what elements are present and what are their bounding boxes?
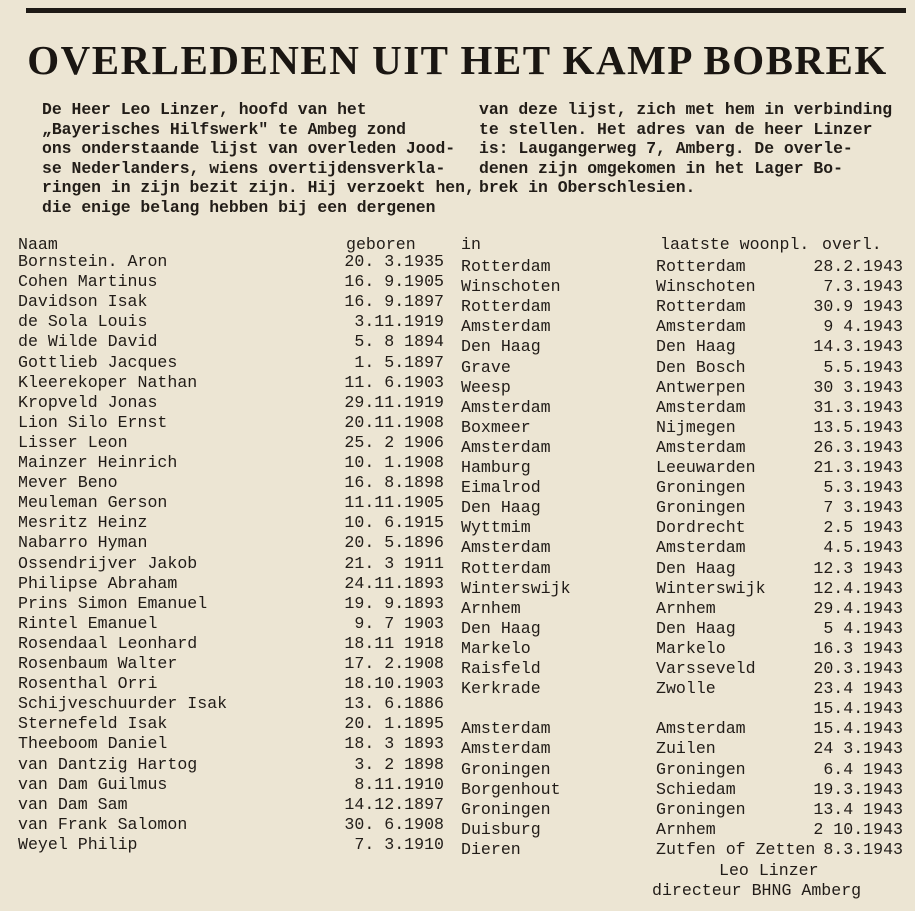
cell-naam: Philipse Abraham — [18, 573, 178, 593]
cell-geboren: 18. 3 1893 — [344, 734, 444, 754]
cell-laatste-woonplaats: Groningen — [656, 478, 746, 498]
cell-geboren: 5. 8 1894 — [354, 332, 444, 352]
cell-geboren: 11.11.1905 — [344, 493, 444, 513]
cell-overleden: 26.3.1943 — [813, 437, 903, 457]
cell-overleden: 7 3.1943 — [823, 498, 903, 518]
cell-naam: Rosenthal Orri — [18, 674, 158, 694]
cell-overleden: 6.4 1943 — [823, 759, 903, 779]
cell-naam: Ossendrijver Jakob — [18, 553, 198, 573]
cell-geboorteplaats: Amsterdam — [461, 317, 551, 337]
cell-geboren: 24.11.1893 — [344, 573, 444, 593]
cell-overleden: 28.2.1943 — [813, 257, 903, 276]
intro-line: De Heer Leo Linzer, hoofd van het — [42, 100, 367, 119]
cell-geboorteplaats: Arnhem — [461, 598, 521, 618]
cell-geboorteplaats: Amsterdam — [461, 538, 551, 558]
cell-geboorteplaats: Rotterdam — [461, 257, 551, 276]
cell-overleden: 20.3.1943 — [813, 659, 903, 678]
cell-geboorteplaats: Amsterdam — [461, 719, 551, 739]
signature-title: directeur BHNG Amberg — [652, 881, 862, 900]
cell-naam: van Frank Salomon — [18, 814, 188, 834]
cell-overleden: 5 4.1943 — [823, 618, 903, 638]
cell-geboorteplaats: Markelo — [461, 638, 531, 658]
cell-overleden: 12.4.1943 — [813, 578, 903, 598]
column-header-in: in — [461, 235, 481, 254]
cell-laatste-woonplaats: Rotterdam — [656, 257, 746, 276]
cell-naam: Mever Beno — [18, 473, 118, 493]
cell-geboorteplaats: Weesp — [461, 377, 511, 397]
cell-geboren: 7. 3.1910 — [354, 834, 444, 854]
intro-line: van deze lijst, zich met hem in verbinding — [479, 100, 893, 119]
cell-geboorteplaats: Rotterdam — [461, 297, 551, 317]
cell-naam: Schijveschuurder Isak — [18, 694, 228, 714]
cell-naam: Prins Simon Emanuel — [18, 593, 208, 613]
intro-line: brek in Oberschlesien. — [479, 178, 696, 198]
cell-naam: Mesritz Heinz — [18, 513, 148, 533]
cell-laatste-woonplaats: Schiedam — [656, 779, 736, 799]
cell-naam: Rosenbaum Walter — [18, 654, 178, 673]
cell-naam: van Dam Sam — [18, 794, 128, 814]
cell-geboren: 9. 7 1903 — [354, 613, 444, 633]
cell-geboorteplaats: Amsterdam — [461, 437, 551, 457]
cell-laatste-woonplaats: Winterswijk — [656, 578, 766, 598]
intro-line: die enige belang hebben bij een dergenen — [42, 197, 436, 217]
cell-geboren: 20.11.1908 — [344, 412, 444, 432]
cell-naam: van Dam Guilmus — [18, 774, 168, 794]
cell-geboren: 18.10.1903 — [344, 674, 444, 694]
cell-geboren: 10. 1.1908 — [344, 453, 444, 472]
cell-laatste-woonplaats: Arnhem — [656, 819, 716, 839]
cell-geboorteplaats: Den Haag — [461, 337, 541, 357]
cell-naam: Lion Silo Ernst — [18, 412, 168, 432]
cell-naam: Theeboom Daniel — [18, 734, 168, 754]
cell-naam: Rosendaal Leonhard — [18, 633, 198, 653]
cell-overleden: 19.3.1943 — [813, 779, 903, 799]
cell-overleden: 21.3.1943 — [813, 458, 903, 477]
cell-laatste-woonplaats: Amsterdam — [656, 538, 746, 558]
cell-overleden: 31.3.1943 — [813, 397, 903, 417]
cell-laatste-woonplaats: Den Haag — [656, 337, 736, 357]
intro-line: ringen in zijn bezit zijn. Hij verzoekt hen, — [42, 178, 475, 198]
cell-geboren: 21. 3 1911 — [344, 553, 444, 573]
cell-geboorteplaats: Borgenhout — [461, 779, 561, 799]
cell-geboren: 20. 5.1896 — [344, 533, 444, 553]
cell-geboren: 20. 1.1895 — [344, 714, 444, 734]
cell-geboorteplaats: Den Haag — [461, 498, 541, 518]
cell-naam: Weyel Philip — [18, 834, 138, 854]
column-header-overleden: overl. — [822, 235, 882, 254]
cell-laatste-woonplaats: Zuilen — [656, 739, 716, 759]
intro-line: ons onderstaande lijst van overleden Jood- — [42, 139, 456, 159]
intro-line: se Nederlanders, wiens overtijdensverkla- — [42, 158, 446, 178]
cell-laatste-woonplaats: Amsterdam — [656, 719, 746, 739]
cell-overleden: 4.5.1943 — [823, 538, 903, 558]
cell-naam: Kleerekoper Nathan — [18, 372, 198, 392]
cell-naam: Bornstein. Aron — [18, 252, 168, 271]
cell-geboorteplaats: Groningen — [461, 799, 551, 819]
column-header-naam: Naam — [18, 235, 58, 254]
intro-line: is: Laugangerweg 7, Amberg. De overle- — [479, 139, 853, 159]
cell-laatste-woonplaats: Winschoten — [656, 277, 756, 297]
cell-naam: de Sola Louis — [18, 312, 148, 332]
cell-geboren: 11. 6.1903 — [344, 372, 444, 392]
cell-overleden: 9 4.1943 — [823, 317, 903, 337]
intro-right-column — [479, 100, 909, 198]
cell-overleden: 30.9 1943 — [813, 297, 903, 317]
cell-laatste-woonplaats: Zwolle — [656, 679, 716, 699]
cell-laatste-woonplaats: Amsterdam — [656, 317, 746, 337]
cell-overleden: 15.4.1943 — [813, 719, 903, 739]
cell-geboorteplaats: Groningen — [461, 759, 551, 779]
cell-overleden: 29.4.1943 — [813, 598, 903, 618]
cell-naam: Nabarro Hyman — [18, 533, 148, 553]
cell-geboorteplaats: Dieren — [461, 839, 521, 859]
cell-geboorteplaats: Amsterdam — [461, 739, 551, 759]
cell-geboren: 17. 2.1908 — [344, 654, 444, 673]
cell-geboren: 16. 9.1905 — [344, 272, 444, 292]
cell-geboorteplaats: Boxmeer — [461, 417, 531, 437]
cell-geboren: 18.11 1918 — [344, 633, 444, 653]
cell-geboren: 13. 6.1886 — [344, 694, 444, 714]
cell-laatste-woonplaats: Dordrecht — [656, 518, 746, 538]
cell-naam: Lisser Leon — [18, 432, 128, 452]
cell-laatste-woonplaats: Groningen — [656, 759, 746, 779]
cell-laatste-woonplaats: Nijmegen — [656, 417, 736, 437]
cell-geboren: 29.11.1919 — [344, 392, 444, 412]
headline: OVERLEDENEN UIT HET KAMP BOBREK — [27, 37, 888, 83]
intro-line: „Bayerisches Hilfswerk" te Ambeg zond — [42, 119, 406, 139]
cell-overleden: 12.3 1943 — [813, 558, 903, 578]
cell-geboren: 1. 5.1897 — [354, 352, 444, 372]
column-header-laatste-woonplaats: laatste woonpl. — [660, 235, 810, 254]
cell-overleden: 16.3 1943 — [813, 638, 903, 658]
cell-geboorteplaats: Hamburg — [461, 458, 531, 477]
cell-geboorteplaats: Raisfeld — [461, 659, 541, 678]
cell-naam: Mainzer Heinrich — [18, 453, 178, 472]
cell-naam: Sternefeld Isak — [18, 714, 168, 734]
cell-overleden: 23.4 1943 — [813, 679, 903, 699]
cell-geboren: 10. 6.1915 — [344, 513, 444, 533]
cell-geboren: 20. 3.1935 — [344, 252, 444, 271]
cell-naam: Meuleman Gerson — [18, 493, 168, 513]
cell-laatste-woonplaats: Den Bosch — [656, 357, 746, 377]
cell-naam: Gottlieb Jacques — [18, 352, 178, 372]
cell-laatste-woonplaats: Amsterdam — [656, 437, 746, 457]
cell-overleden: 13.5.1943 — [813, 417, 903, 437]
cell-geboren: 8.11.1910 — [354, 774, 444, 794]
cell-geboren: 3. 2 1898 — [354, 754, 444, 774]
cell-overleden: 14.3.1943 — [813, 337, 903, 357]
cell-geboorteplaats: Winterswijk — [461, 578, 571, 598]
cell-naam: Cohen Martinus — [18, 272, 158, 292]
cell-laatste-woonplaats: Den Haag — [656, 558, 736, 578]
cell-geboren: 3.11.1919 — [354, 312, 444, 332]
cell-overleden: 2 10.1943 — [813, 819, 903, 839]
cell-overleden: 13.4 1943 — [813, 799, 903, 819]
cell-overleden: 24 3.1943 — [813, 739, 903, 759]
cell-overleden: 7.3.1943 — [823, 277, 903, 297]
cell-laatste-woonplaats: Den Haag — [656, 618, 736, 638]
cell-laatste-woonplaats: Markelo — [656, 638, 726, 658]
cell-geboren: 19. 9.1893 — [344, 593, 444, 613]
cell-naam: Davidson Isak — [18, 292, 148, 312]
column-header-geboren: geboren — [346, 235, 416, 254]
intro-left-column — [42, 100, 475, 218]
cell-geboren: 30. 6.1908 — [344, 814, 444, 834]
cell-overleden: 5.5.1943 — [823, 357, 903, 377]
cell-geboorteplaats: Rotterdam — [461, 558, 551, 578]
cell-laatste-woonplaats: Antwerpen — [656, 377, 746, 397]
top-rule — [26, 8, 906, 13]
cell-geboorteplaats: Den Haag — [461, 618, 541, 638]
signature-name: Leo Linzer — [719, 861, 819, 880]
cell-naam: van Dantzig Hartog — [18, 754, 198, 774]
cell-geboren: 14.12.1897 — [344, 794, 444, 814]
cell-geboorteplaats: Grave — [461, 357, 511, 377]
cell-naam: Kropveld Jonas — [18, 392, 158, 412]
cell-geboren: 16. 9.1897 — [344, 292, 444, 312]
cell-geboren: 25. 2 1906 — [344, 432, 444, 452]
cell-laatste-woonplaats: Amsterdam — [656, 397, 746, 417]
cell-overleden: 30 3.1943 — [813, 377, 903, 397]
cell-laatste-woonplaats: Arnhem — [656, 598, 716, 618]
cell-laatste-woonplaats: Groningen — [656, 498, 746, 518]
cell-geboorteplaats: Amsterdam — [461, 397, 551, 417]
cell-geboorteplaats: Duisburg — [461, 819, 541, 839]
cell-laatste-woonplaats: Zutfen of Zetten — [656, 839, 816, 859]
cell-geboorteplaats: Kerkrade — [461, 679, 541, 699]
cell-geboorteplaats: Winschoten — [461, 277, 561, 297]
cell-overleden: 2.5 1943 — [823, 518, 903, 538]
cell-overleden: 15.4.1943 — [813, 699, 903, 719]
cell-overleden: 8.3.1943 — [823, 839, 903, 859]
cell-geboorteplaats: Eimalrod — [461, 478, 541, 498]
cell-laatste-woonplaats: Rotterdam — [656, 297, 746, 317]
cell-naam: Rintel Emanuel — [18, 613, 158, 633]
intro-line: te stellen. Het adres van de heer Linzer — [479, 119, 873, 139]
cell-naam: de Wilde David — [18, 332, 158, 352]
cell-laatste-woonplaats: Leeuwarden — [656, 458, 756, 477]
cell-overleden: 5.3.1943 — [823, 478, 903, 498]
intro-line: denen zijn omgekomen in het Lager Bo- — [479, 158, 843, 178]
cell-geboren: 16. 8.1898 — [344, 473, 444, 493]
cell-laatste-woonplaats: Varsseveld — [656, 659, 756, 678]
cell-geboorteplaats: Wyttmim — [461, 518, 531, 538]
cell-laatste-woonplaats: Groningen — [656, 799, 746, 819]
